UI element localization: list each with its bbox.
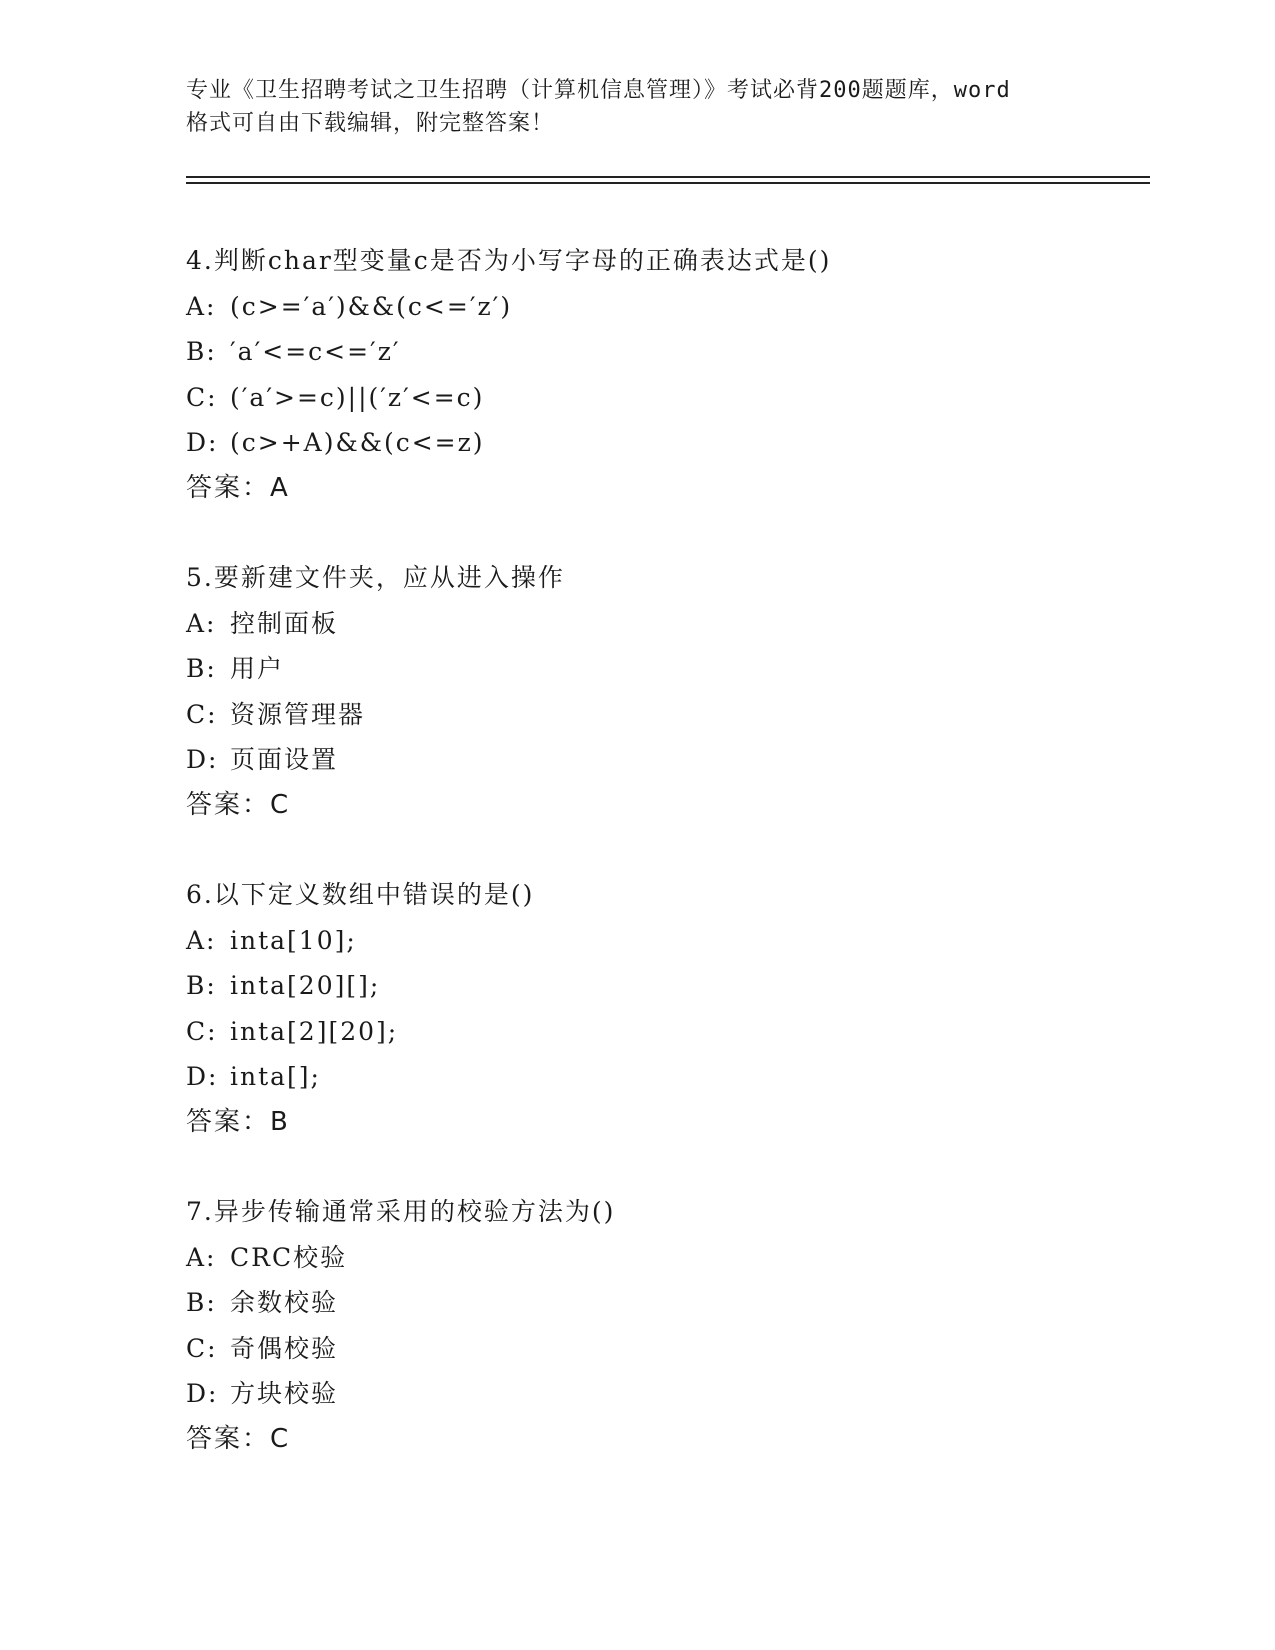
option-text: 资源管理器 bbox=[230, 699, 366, 729]
question-item bbox=[186, 555, 1146, 828]
question-stem: 5.要新建文件夹，应从进入操作 bbox=[186, 563, 565, 592]
question-item bbox=[186, 872, 1146, 1145]
option-text: CRC校验 bbox=[230, 1242, 348, 1272]
option-letter: A: bbox=[186, 925, 217, 955]
option-letter: B: bbox=[186, 337, 217, 366]
option-text: 方块校验 bbox=[230, 1379, 339, 1408]
option-letter: C: bbox=[186, 1016, 218, 1046]
option-a bbox=[186, 601, 1146, 647]
option-text: 用户 bbox=[230, 654, 285, 683]
option-letter: C: bbox=[186, 699, 218, 729]
option-letter: D: bbox=[186, 1379, 219, 1408]
option-letter: B: bbox=[186, 971, 217, 1000]
option-letter: D: bbox=[186, 428, 219, 457]
option-letter: D: bbox=[186, 745, 219, 774]
option-text: (c>+A)&&(c<=z) bbox=[230, 428, 485, 457]
question-list bbox=[186, 238, 1146, 1506]
option-letter: B: bbox=[186, 654, 217, 683]
option-text: inta[10]; bbox=[230, 925, 357, 955]
answer-line: 答案：C bbox=[186, 1423, 291, 1454]
option-text: 余数校验 bbox=[230, 1288, 339, 1317]
option-text: 页面设置 bbox=[230, 745, 339, 774]
option-text: ′a′<=c<=′z′ bbox=[230, 337, 401, 366]
option-d bbox=[186, 420, 1146, 466]
question-item bbox=[186, 1189, 1146, 1462]
option-text: inta[20][]; bbox=[230, 971, 381, 1000]
option-letter: B: bbox=[186, 1288, 217, 1317]
option-letter: A: bbox=[186, 608, 217, 638]
option-text: 奇偶校验 bbox=[230, 1333, 339, 1363]
option-d bbox=[186, 1371, 1146, 1417]
option-letter: A: bbox=[186, 1242, 217, 1272]
question-stem: 7.异步传输通常采用的校验方法为() bbox=[186, 1197, 616, 1226]
header-line-1: 专业《卫生招聘考试之卫生招聘（计算机信息管理）》考试必背200题题库，word bbox=[186, 78, 1011, 103]
option-letter: A: bbox=[186, 291, 217, 321]
answer-line: 答案：A bbox=[186, 472, 290, 503]
question-item bbox=[186, 238, 1146, 511]
header-divider-bottom bbox=[186, 182, 1150, 184]
option-c bbox=[186, 1009, 1146, 1055]
option-a bbox=[186, 1235, 1146, 1281]
option-d bbox=[186, 1054, 1146, 1100]
option-d bbox=[186, 737, 1146, 783]
option-c bbox=[186, 692, 1146, 738]
option-text: (′a′>=c)||(′z′<=c) bbox=[230, 382, 485, 412]
answer-line: 答案：B bbox=[186, 1106, 290, 1137]
option-c bbox=[186, 375, 1146, 421]
option-a bbox=[186, 284, 1146, 330]
option-c bbox=[186, 1326, 1146, 1372]
header-line-2: 格式可自由下载编辑，附完整答案！ bbox=[186, 111, 555, 136]
option-b bbox=[186, 1280, 1146, 1326]
option-a bbox=[186, 918, 1146, 964]
option-text: (c>=′a′)&&(c<=′z′) bbox=[230, 291, 513, 321]
option-letter: C: bbox=[186, 1333, 218, 1363]
option-text: inta[]; bbox=[230, 1062, 321, 1091]
option-b bbox=[186, 963, 1146, 1009]
header-divider-top bbox=[186, 176, 1150, 178]
option-b bbox=[186, 646, 1146, 692]
option-letter: C: bbox=[186, 382, 218, 412]
answer-line: 答案：C bbox=[186, 789, 291, 820]
option-b bbox=[186, 329, 1146, 375]
option-text: inta[2][20]; bbox=[230, 1016, 399, 1046]
document-header bbox=[186, 74, 1086, 140]
option-text: 控制面板 bbox=[230, 608, 339, 638]
question-stem: 6.以下定义数组中错误的是() bbox=[186, 880, 535, 909]
option-letter: D: bbox=[186, 1062, 219, 1091]
question-stem: 4.判断char型变量c是否为小写字母的正确表达式是() bbox=[186, 246, 832, 275]
